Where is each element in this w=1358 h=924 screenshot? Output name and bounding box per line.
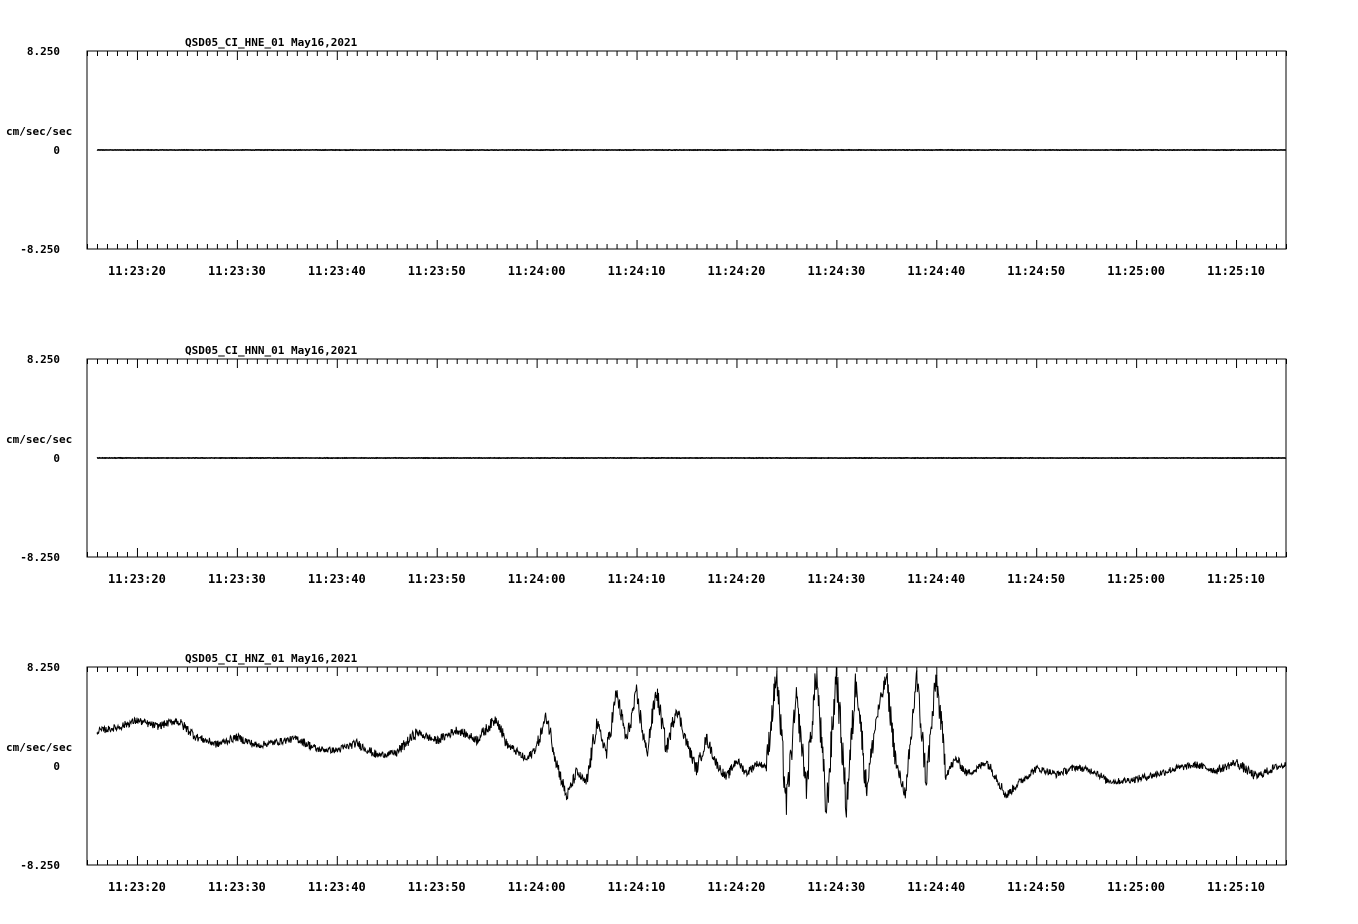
x-tick-label: 11:23:50 [407,572,466,586]
x-tick-label: 11:25:00 [1107,880,1166,894]
panel-title: QSD05_CI_HNN_01 May16,2021 [185,344,358,357]
x-tick-label: 11:23:40 [307,880,366,894]
x-tick-label: 11:24:40 [907,264,966,278]
x-tick-label: 11:24:00 [507,880,566,894]
y-tick-label: 8.250 [26,45,60,58]
seismogram-panel-1 [6,36,1287,278]
y-tick-label: 0 [53,760,60,773]
waveform-trace [97,667,1286,818]
x-tick-label: 11:24:30 [807,880,866,894]
y-tick-label: 8.250 [26,661,60,674]
x-tick-label: 11:24:30 [807,264,866,278]
y-tick-label: 0 [53,452,60,465]
x-tick-label: 11:24:20 [707,264,766,278]
x-tick-label: 11:24:50 [1007,572,1066,586]
x-tick-label: 11:24:40 [907,572,966,586]
panel-title: QSD05_CI_HNE_01 May16,2021 [185,36,358,49]
y-tick-label: -8.250 [20,551,60,564]
x-tick-label: 11:24:00 [507,264,566,278]
x-tick-label: 11:23:40 [307,264,366,278]
seismogram-panel-2 [6,344,1287,586]
x-tick-label: 11:23:50 [407,264,466,278]
x-tick-label: 11:23:20 [108,880,166,894]
y-tick-label: 8.250 [26,353,60,366]
x-tick-label: 11:25:00 [1107,572,1166,586]
y-tick-label: 0 [53,144,60,157]
x-tick-label: 11:23:30 [207,264,266,278]
y-axis-unit: cm/sec/sec [6,741,73,754]
x-tick-label: 11:24:10 [607,264,666,278]
x-tick-label: 11:23:40 [307,572,366,586]
x-tick-label: 11:24:10 [607,572,666,586]
panel-title: QSD05_CI_HNZ_01 May16,2021 [185,652,358,665]
x-tick-label: 11:25:10 [1207,572,1265,586]
x-tick-label: 11:23:50 [407,880,466,894]
x-tick-label: 11:24:50 [1007,264,1066,278]
x-tick-label: 11:23:20 [108,264,166,278]
x-tick-label: 11:24:50 [1007,880,1066,894]
x-tick-label: 11:24:30 [807,572,866,586]
x-tick-label: 11:24:20 [707,572,766,586]
x-tick-label: 11:24:40 [907,880,966,894]
plot-frame [87,667,1286,865]
x-tick-label: 11:24:10 [607,880,666,894]
y-axis-unit: cm/sec/sec [6,433,73,446]
x-tick-label: 11:23:20 [108,572,166,586]
x-axis-ticks [88,667,1287,865]
y-tick-label: -8.250 [20,859,60,872]
x-tick-label: 11:25:00 [1107,264,1166,278]
x-tick-label: 11:24:00 [507,572,566,586]
seismogram-panel-3 [6,652,1287,894]
x-tick-label: 11:23:30 [207,572,266,586]
y-tick-label: -8.250 [20,243,60,256]
x-tick-label: 11:24:20 [707,880,766,894]
x-tick-label: 11:23:30 [207,880,266,894]
y-axis-unit: cm/sec/sec [6,125,73,138]
x-tick-label: 11:25:10 [1207,880,1265,894]
x-tick-label: 11:25:10 [1207,264,1265,278]
